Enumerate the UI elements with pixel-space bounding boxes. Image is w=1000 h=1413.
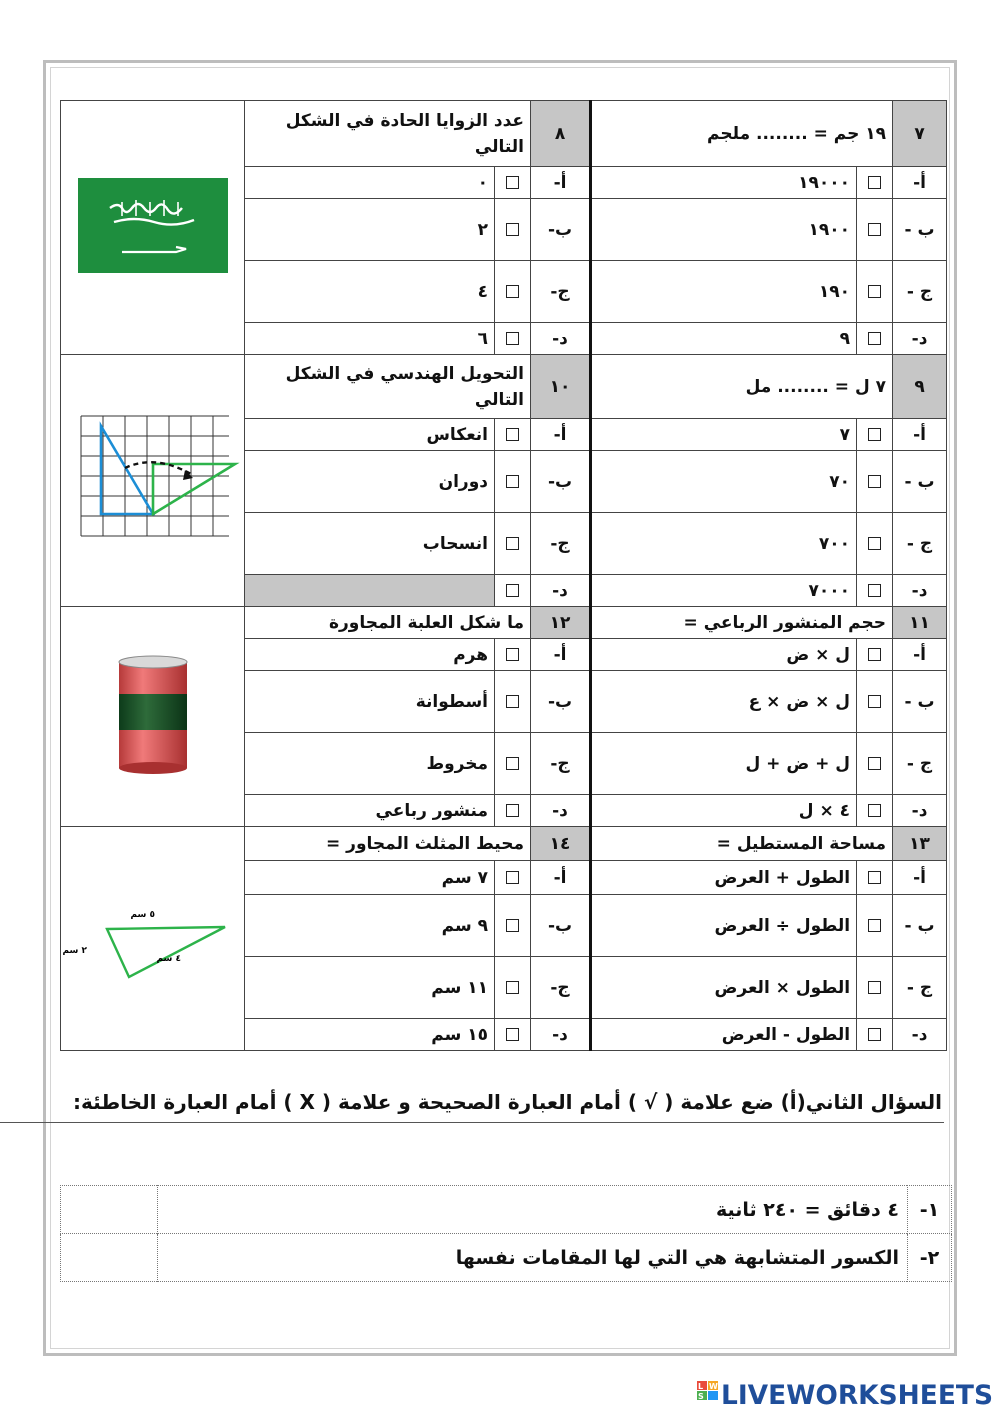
q11-option-b: ل × ض × ع — [591, 671, 857, 733]
q9-option-d-checkbox[interactable] — [857, 575, 893, 607]
section2-heading: السؤال الثاني(أ) ضع علامة ( √ ) أمام العبارة الصحيحة و علامة ( X ) أمام العبارة الخاطئة: — [73, 1090, 942, 1114]
q8-option-label: ب- — [531, 199, 591, 261]
q11-option-label: ب - — [893, 671, 947, 733]
q13-option-b: الطول ÷ العرض — [591, 895, 857, 957]
q14-option-d-checkbox[interactable] — [495, 1019, 531, 1051]
q8-option-d-checkbox[interactable] — [495, 323, 531, 355]
q8-number: ٨ — [531, 101, 591, 167]
q8-text: عدد الزوايا الحادة في الشكل التالي — [245, 101, 531, 167]
tf-answer-box-1[interactable] — [61, 1186, 158, 1234]
q10-text: التحويل الهندسي في الشكل التالي — [245, 355, 531, 419]
q9-option-label: ب - — [893, 451, 947, 513]
q12-option-a: هرم — [245, 639, 495, 671]
q9-option-a: ٧ — [591, 419, 857, 451]
heading-underline-left — [0, 1122, 60, 1123]
q9-option-d: ٧٠٠٠ — [591, 575, 857, 607]
q8-option-label: أ- — [531, 167, 591, 199]
q11-option-label: أ- — [893, 639, 947, 671]
q13-option-label: ب - — [893, 895, 947, 957]
q10-number: ١٠ — [531, 355, 591, 419]
tf-item-text: ٤ دقائق = ٢٤٠ ثانية — [158, 1186, 908, 1234]
q11-option-a-checkbox[interactable] — [857, 639, 893, 671]
q8-option-b: ٢ — [245, 199, 495, 261]
q8-option-a: ٠ — [245, 167, 495, 199]
q8-option-c: ٤ — [245, 261, 495, 323]
flag-cell — [61, 101, 245, 355]
q9-option-a-checkbox[interactable] — [857, 419, 893, 451]
q12-option-c: مخروط — [245, 733, 495, 795]
q7-option-c: ١٩٠ — [591, 261, 857, 323]
q11-text: حجم المنشور الرباعي = — [591, 607, 893, 639]
q13-option-label: د- — [893, 1019, 947, 1051]
q12-option-label: أ- — [531, 639, 591, 671]
q8-option-c-checkbox[interactable] — [495, 261, 531, 323]
q7-option-d: ٩ — [591, 323, 857, 355]
q7-option-c-checkbox[interactable] — [857, 261, 893, 323]
triangle-image — [61, 891, 233, 981]
q13-option-b-checkbox[interactable] — [857, 895, 893, 957]
q8-option-b-checkbox[interactable] — [495, 199, 531, 261]
q13-text: مساحة المستطيل = — [591, 827, 893, 861]
q10-option-label: أ- — [531, 419, 591, 451]
q7-option-label: ب - — [893, 199, 947, 261]
q11-number: ١١ — [893, 607, 947, 639]
q10-option-b-checkbox[interactable] — [495, 451, 531, 513]
q10-option-c: انسحاب — [245, 513, 495, 575]
q9-number: ٩ — [893, 355, 947, 419]
q13-option-c-checkbox[interactable] — [857, 957, 893, 1019]
q14-option-b-checkbox[interactable] — [495, 895, 531, 957]
q14-option-label: ج- — [531, 957, 591, 1019]
q10-option-b: دوران — [245, 451, 495, 513]
q10-option-c-checkbox[interactable] — [495, 513, 531, 575]
q14-option-c: ١١ سم — [245, 957, 495, 1019]
q8-option-label: د- — [531, 323, 591, 355]
q10-option-a: انعكاس — [245, 419, 495, 451]
heading-underline — [60, 1122, 944, 1123]
q12-option-label: ج- — [531, 733, 591, 795]
q9-option-label: ج - — [893, 513, 947, 575]
q9-option-b: ٧٠ — [591, 451, 857, 513]
q12-option-label: ب- — [531, 671, 591, 733]
q14-option-c-checkbox[interactable] — [495, 957, 531, 1019]
q7-option-a-checkbox[interactable] — [857, 167, 893, 199]
q9-option-label: أ- — [893, 419, 947, 451]
q7-option-b-checkbox[interactable] — [857, 199, 893, 261]
q12-option-label: د- — [531, 795, 591, 827]
q12-option-c-checkbox[interactable] — [495, 733, 531, 795]
q14-option-a: ٧ سم — [245, 861, 495, 895]
triangle-left-label: ٢ سم — [61, 946, 87, 956]
tf-item-text: الكسور المتشابهة هي التي لها المقامات نفسها — [158, 1234, 908, 1282]
logo-block-s: S — [698, 1392, 704, 1401]
q12-text: ما شكل العلبة المجاورة — [245, 607, 531, 639]
q12-option-b: أسطوانة — [245, 671, 495, 733]
true-false-table — [60, 1185, 952, 1282]
q14-option-d: ١٥ سم — [245, 1019, 495, 1051]
q12-option-d-checkbox[interactable] — [495, 795, 531, 827]
q10-option-label: ب- — [531, 451, 591, 513]
q13-option-a-checkbox[interactable] — [857, 861, 893, 895]
q13-option-label: أ- — [893, 861, 947, 895]
q12-option-a-checkbox[interactable] — [495, 639, 531, 671]
triangle-cell — [61, 827, 245, 1051]
q14-option-label: ب- — [531, 895, 591, 957]
q14-text: محيط المثلث المجاور = — [245, 827, 531, 861]
q9-option-label: د- — [893, 575, 947, 607]
q13-option-d: الطول - العرض — [591, 1019, 857, 1051]
q12-option-b-checkbox[interactable] — [495, 671, 531, 733]
q13-option-label: ج - — [893, 957, 947, 1019]
q10-option-d — [245, 575, 495, 607]
q11-option-b-checkbox[interactable] — [857, 671, 893, 733]
logo-text: LIVEWORKSHEETS — [721, 1380, 993, 1411]
q11-option-a: ل × ض — [591, 639, 857, 671]
can-image-cell — [61, 607, 245, 827]
tf-answer-box-2[interactable] — [61, 1234, 158, 1282]
q10-option-d-checkbox[interactable] — [495, 575, 531, 607]
triangle-bottom-label: ٤ سم — [155, 954, 181, 964]
q11-option-c-checkbox[interactable] — [857, 733, 893, 795]
q9-option-c-checkbox[interactable] — [857, 513, 893, 575]
q9-option-b-checkbox[interactable] — [857, 451, 893, 513]
q7-option-label: أ- — [893, 167, 947, 199]
q11-option-label: ج - — [893, 733, 947, 795]
q7-option-label: د- — [893, 323, 947, 355]
logo-block-l: L — [698, 1382, 704, 1391]
q14-option-label: أ- — [531, 861, 591, 895]
q10-option-a-checkbox[interactable] — [495, 419, 531, 451]
transformation-grid-cell — [61, 355, 245, 607]
q7-number: ٧ — [893, 101, 947, 167]
q11-option-label: د- — [893, 795, 947, 827]
questions-table — [60, 100, 947, 1051]
q12-option-d: منشور رباعي — [245, 795, 495, 827]
q14-option-b: ٩ سم — [245, 895, 495, 957]
q10-option-label: د- — [531, 575, 591, 607]
q14-number: ١٤ — [531, 827, 591, 861]
q10-option-label: ج- — [531, 513, 591, 575]
q14-option-label: د- — [531, 1019, 591, 1051]
transformation-grid-image — [73, 408, 233, 548]
q14-option-a-checkbox[interactable] — [495, 861, 531, 895]
q7-option-b: ١٩٠٠ — [591, 199, 857, 261]
q13-option-c: الطول × العرض — [591, 957, 857, 1019]
q11-option-d: ٤ × ل — [591, 795, 857, 827]
q9-option-c: ٧٠٠ — [591, 513, 857, 575]
q13-option-d-checkbox[interactable] — [857, 1019, 893, 1051]
liveworksheets-logo — [697, 1378, 995, 1410]
q11-option-c: ل + ض + ل — [591, 733, 857, 795]
q13-option-a: الطول + العرض — [591, 861, 857, 895]
tf-item-number: ٢- — [908, 1234, 952, 1282]
q8-option-label: ج- — [531, 261, 591, 323]
q7-option-d-checkbox[interactable] — [857, 323, 893, 355]
q12-number: ١٢ — [531, 607, 591, 639]
q8-option-a-checkbox[interactable] — [495, 167, 531, 199]
tf-item-number: ١- — [908, 1186, 952, 1234]
q13-number: ١٣ — [893, 827, 947, 861]
can-image — [113, 652, 193, 777]
q7-option-a: ١٩٠٠٠ — [591, 167, 857, 199]
q11-option-d-checkbox[interactable] — [857, 795, 893, 827]
q8-option-d: ٦ — [245, 323, 495, 355]
logo-block-w: W — [709, 1382, 718, 1391]
saudi-flag-image — [78, 178, 228, 273]
q7-text: ١٩ جم = ........ ملجم — [591, 101, 893, 167]
q7-option-label: ج - — [893, 261, 947, 323]
triangle-top-label: ٥ سم — [129, 910, 155, 920]
q9-text: ٧ ل = ........ مل — [591, 355, 893, 419]
